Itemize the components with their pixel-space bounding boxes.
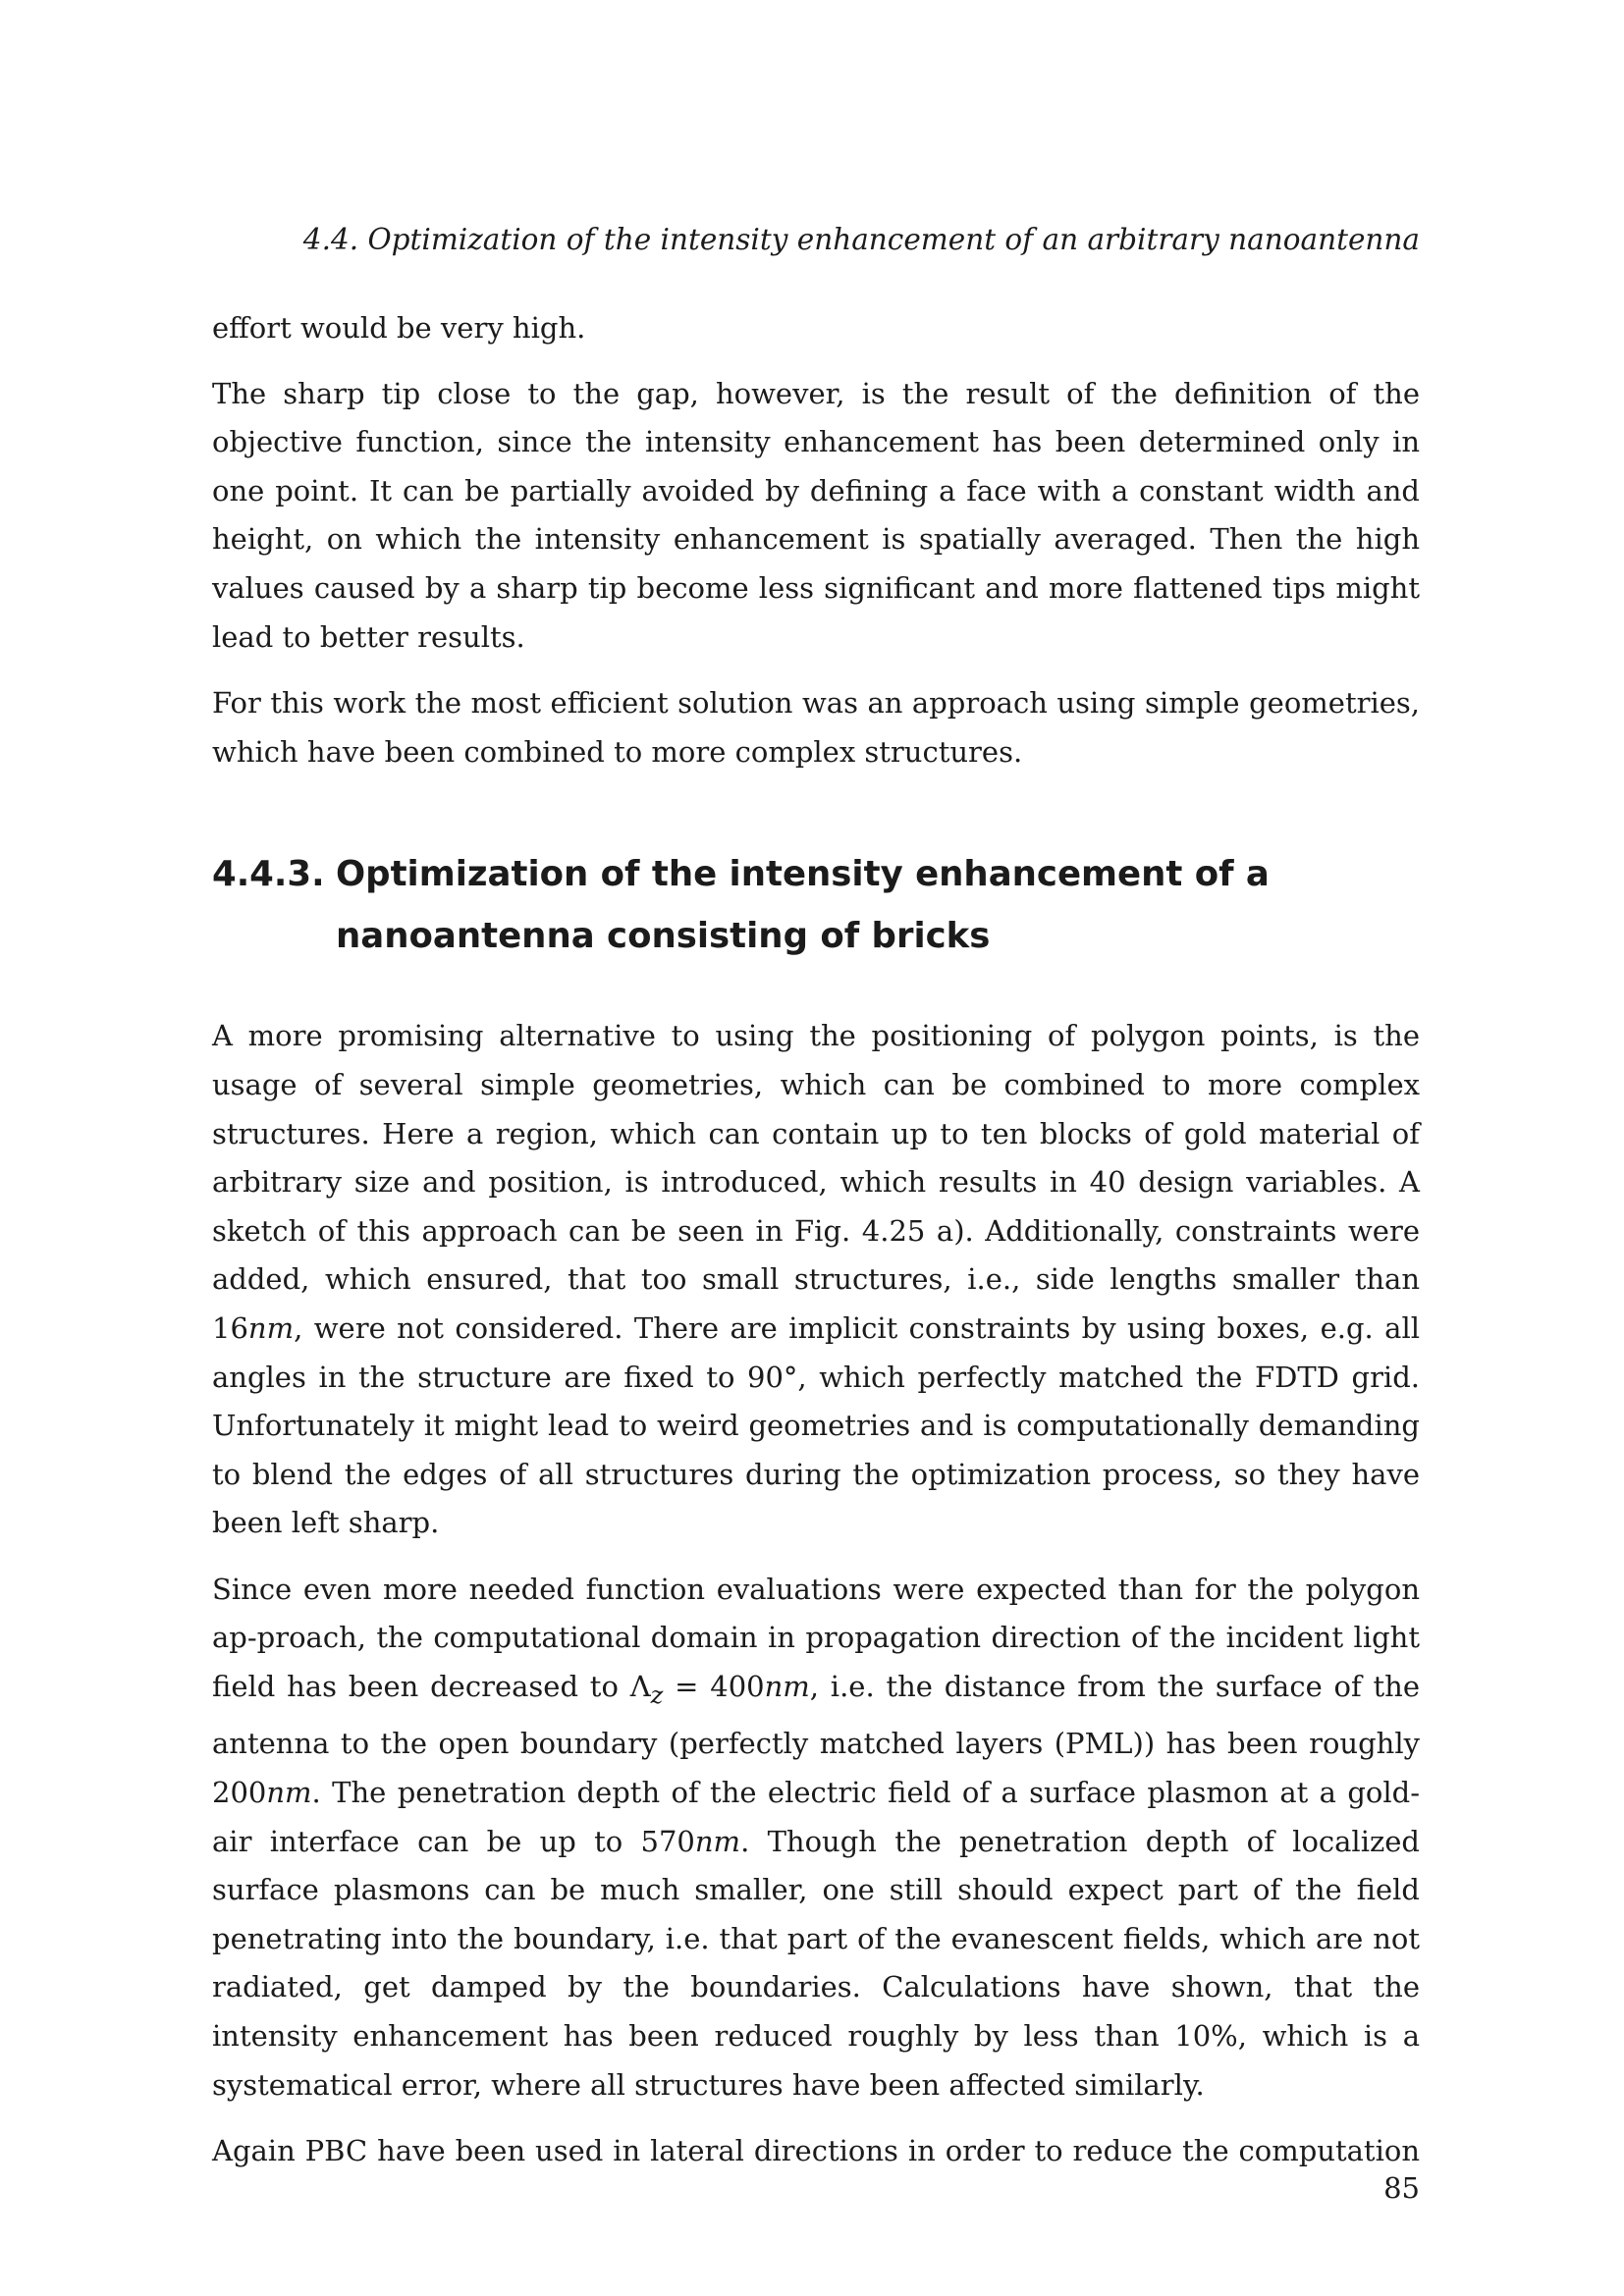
page-body [212, 304, 1420, 2194]
section-title: Optimization of the intensity enhancement of a nanoantenna consisting of bricks [336, 854, 1270, 957]
paragraph-pbc: Again PBC have been used in lateral directions in order to reduce the computation [212, 2134, 1420, 2168]
section-number: 4.4.3. [212, 854, 325, 895]
running-head: 4.4. Optimization of the intensity enhancement of an arbitrary nanoantenna [302, 223, 1420, 256]
text-run: A more promising alternative to using the positioning of polygon points, is the usage of several simple geometries, which can be combined to more complex structures. Here a region, which can contain up to ten blocks of gold material of arbitrary size and position, is introduced, which results in 40 design variables. A sketch of this approach can be seen in Fig. 4.25 a). Additionally, constraints were added, which ensured, that too small structures, i.e., side lengths smaller than 16 [212, 1019, 1420, 1345]
text-run: , i.e. the distance from the surface of the antenna to the open boundary (perfectly matched layers (PML)) has been roughly 200 [212, 1670, 1420, 1810]
paragraph-efficient-solution: For this work the most efficient solution was an approach using simple geometries, which have been combined to more complex structures. [212, 686, 1420, 769]
paragraph-sharp-tip: The sharp tip close to the gap, however, is the result of the definition of the objective function, since the intensity enhancement has been determined only in one point. It can be partially avoided by defining a face with a constant width and height, on which the intensity enhancement is spatially averaged. Then the high values caused by a sharp tip become less significant and more flattened tips might lead to better results. [212, 376, 1420, 654]
math-subscript-z [651, 1682, 664, 1709]
page-number: 85 [1383, 2171, 1420, 2205]
math-lambda: Λ [629, 1670, 651, 1704]
unit-nm: nm [694, 1824, 741, 1858]
unit-nm: nm [247, 1310, 295, 1345]
text-run: Since even more needed function evaluations were expected than for the polygon ap-proach, the computational domain in propagation direction of the incident light field has been decreased to [212, 1572, 1420, 1704]
text-run: , were not considered. There are implicit constraints by using boxes, e.g. all angles in the structure are fixed to 90°, which perfectly matched the FDTD grid. Unfortunately it might lead to weird geometries and is computationally demanding to blend the edges of all structures during the optimization process, so they have been left sharp. [212, 1310, 1420, 1540]
text-run: . Though the penetration depth of localized surface plasmons can be much smaller, one still should expect part of the field penetrating into the boundary, i.e. that part of the evanescent fields, which are not radiated, get damped by the boundaries. Calculations have shown, that the intensity enhancement has been reduced roughly by less than 10%, which is a systematical error, where all structures have been affected similarly. [212, 1824, 1420, 2102]
text-run: . The penetration depth of the electric field of a surface plasmon at a gold-air interface can be up to 570 [212, 1776, 1420, 1858]
unit-nm: nm [764, 1670, 810, 1704]
section-heading [212, 843, 1420, 967]
unit-nm: nm [266, 1776, 312, 1810]
math-var-z: z [650, 1681, 664, 1709]
paragraph-bricks-approach [212, 1012, 1420, 1548]
paragraph-computational-domain [212, 1566, 1420, 2109]
math-equals: = 400 [663, 1670, 765, 1704]
paragraph-continuation: effort would be very high. [212, 311, 586, 345]
